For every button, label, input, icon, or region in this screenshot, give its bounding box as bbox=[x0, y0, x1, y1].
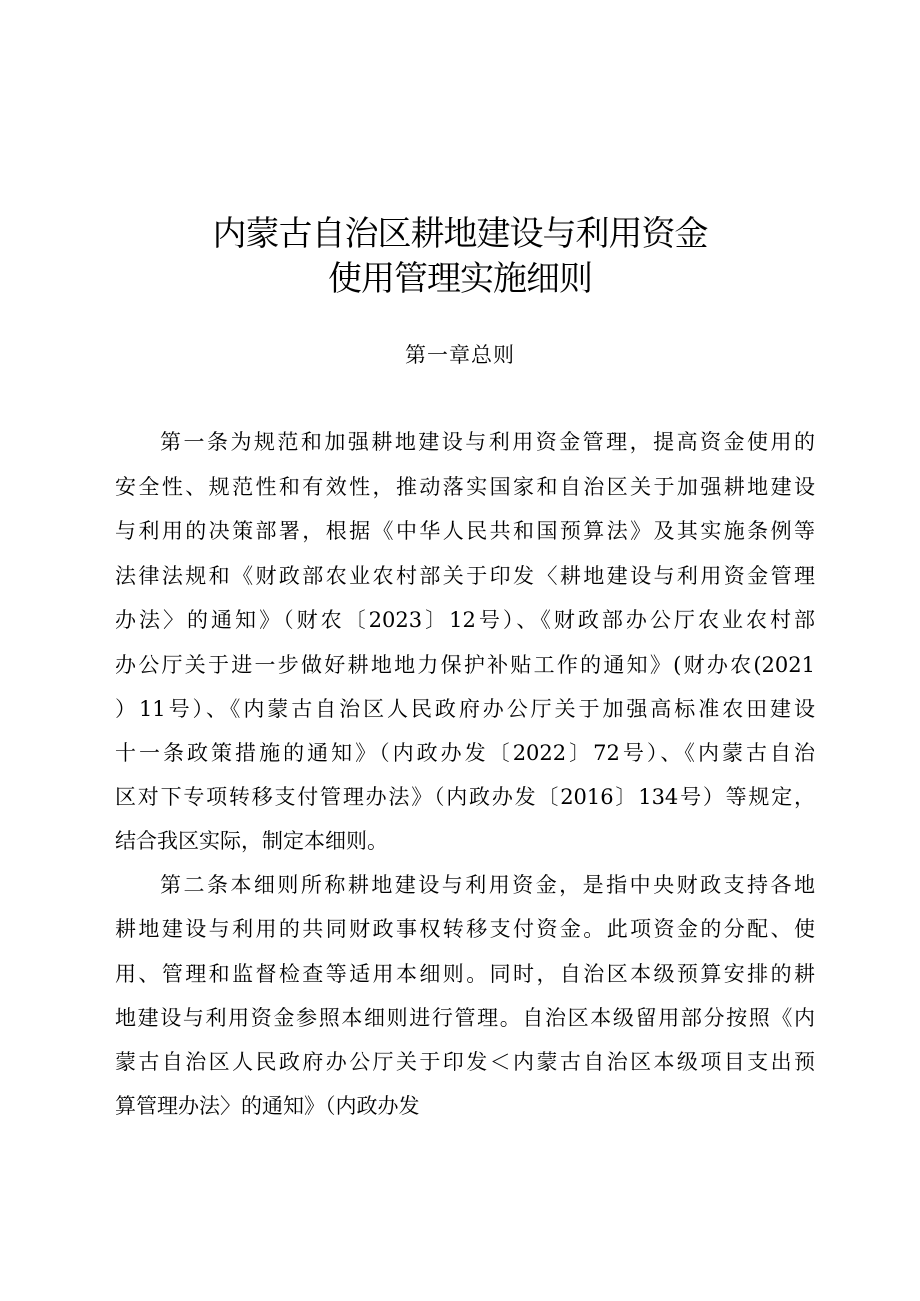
body-text-line: 第一条为规范和加强耕地建设与利用资金管理，提高资金使用的 bbox=[160, 430, 815, 454]
body-text-line: 结合我区实际，制定本细则。 bbox=[115, 829, 388, 853]
body-text-line: 区对下专项转移支付管理办法》（内政办发〔2016〕134号）等规定， bbox=[115, 785, 815, 809]
body-text-line: 办公厅关于进一步做好耕地地力保护补贴工作的通知》(财办农(2021 bbox=[115, 653, 815, 677]
body-text-line: 蒙古自治区人民政府办公厅关于印发＜内蒙古自治区本级项目支出预 bbox=[115, 1050, 815, 1074]
body-text-line: 十一条政策措施的通知》（内政办发〔2022〕72号）、《内蒙古自治 bbox=[115, 741, 815, 765]
body-text-line: 与利用的决策部署，根据《中华人民共和国预算法》及其实施条例等 bbox=[115, 519, 815, 543]
chapter-heading: 第一章总则 bbox=[405, 343, 515, 367]
body-text-line: ）11号）、《内蒙古自治区人民政府办公厅关于加强高标准农田建设 bbox=[115, 697, 815, 721]
body-text-line: 耕地建设与利用的共同财政事权转移支付资金。此项资金的分配、使 bbox=[115, 917, 815, 941]
body-text-line: 地建设与利用资金参照本细则进行管理。自治区本级留用部分按照《内 bbox=[115, 1006, 815, 1030]
body-text-line: 算管理办法〉的通知》（内政办发 bbox=[115, 1094, 420, 1118]
document-title-line-1: 内蒙古自治区耕地建设与利用资金 bbox=[212, 214, 708, 254]
document-title-line-2: 使用管理实施细则 bbox=[328, 259, 592, 299]
body-text-line: 办法〉的通知》（财农〔2023〕12号）、《财政部办公厅农业农村部 bbox=[115, 608, 815, 632]
body-text-line: 安全性、规范性和有效性，推动落实国家和自治区关于加强耕地建设 bbox=[115, 475, 815, 499]
body-text-line: 第二条本细则所称耕地建设与利用资金，是指中央财政支持各地 bbox=[160, 873, 815, 897]
body-text-line: 用、管理和监督检查等适用本细则。同时，自治区本级预算安排的耕 bbox=[115, 962, 815, 986]
body-text-line: 法律法规和《财政部农业农村部关于印发〈耕地建设与利用资金管理 bbox=[115, 564, 815, 588]
